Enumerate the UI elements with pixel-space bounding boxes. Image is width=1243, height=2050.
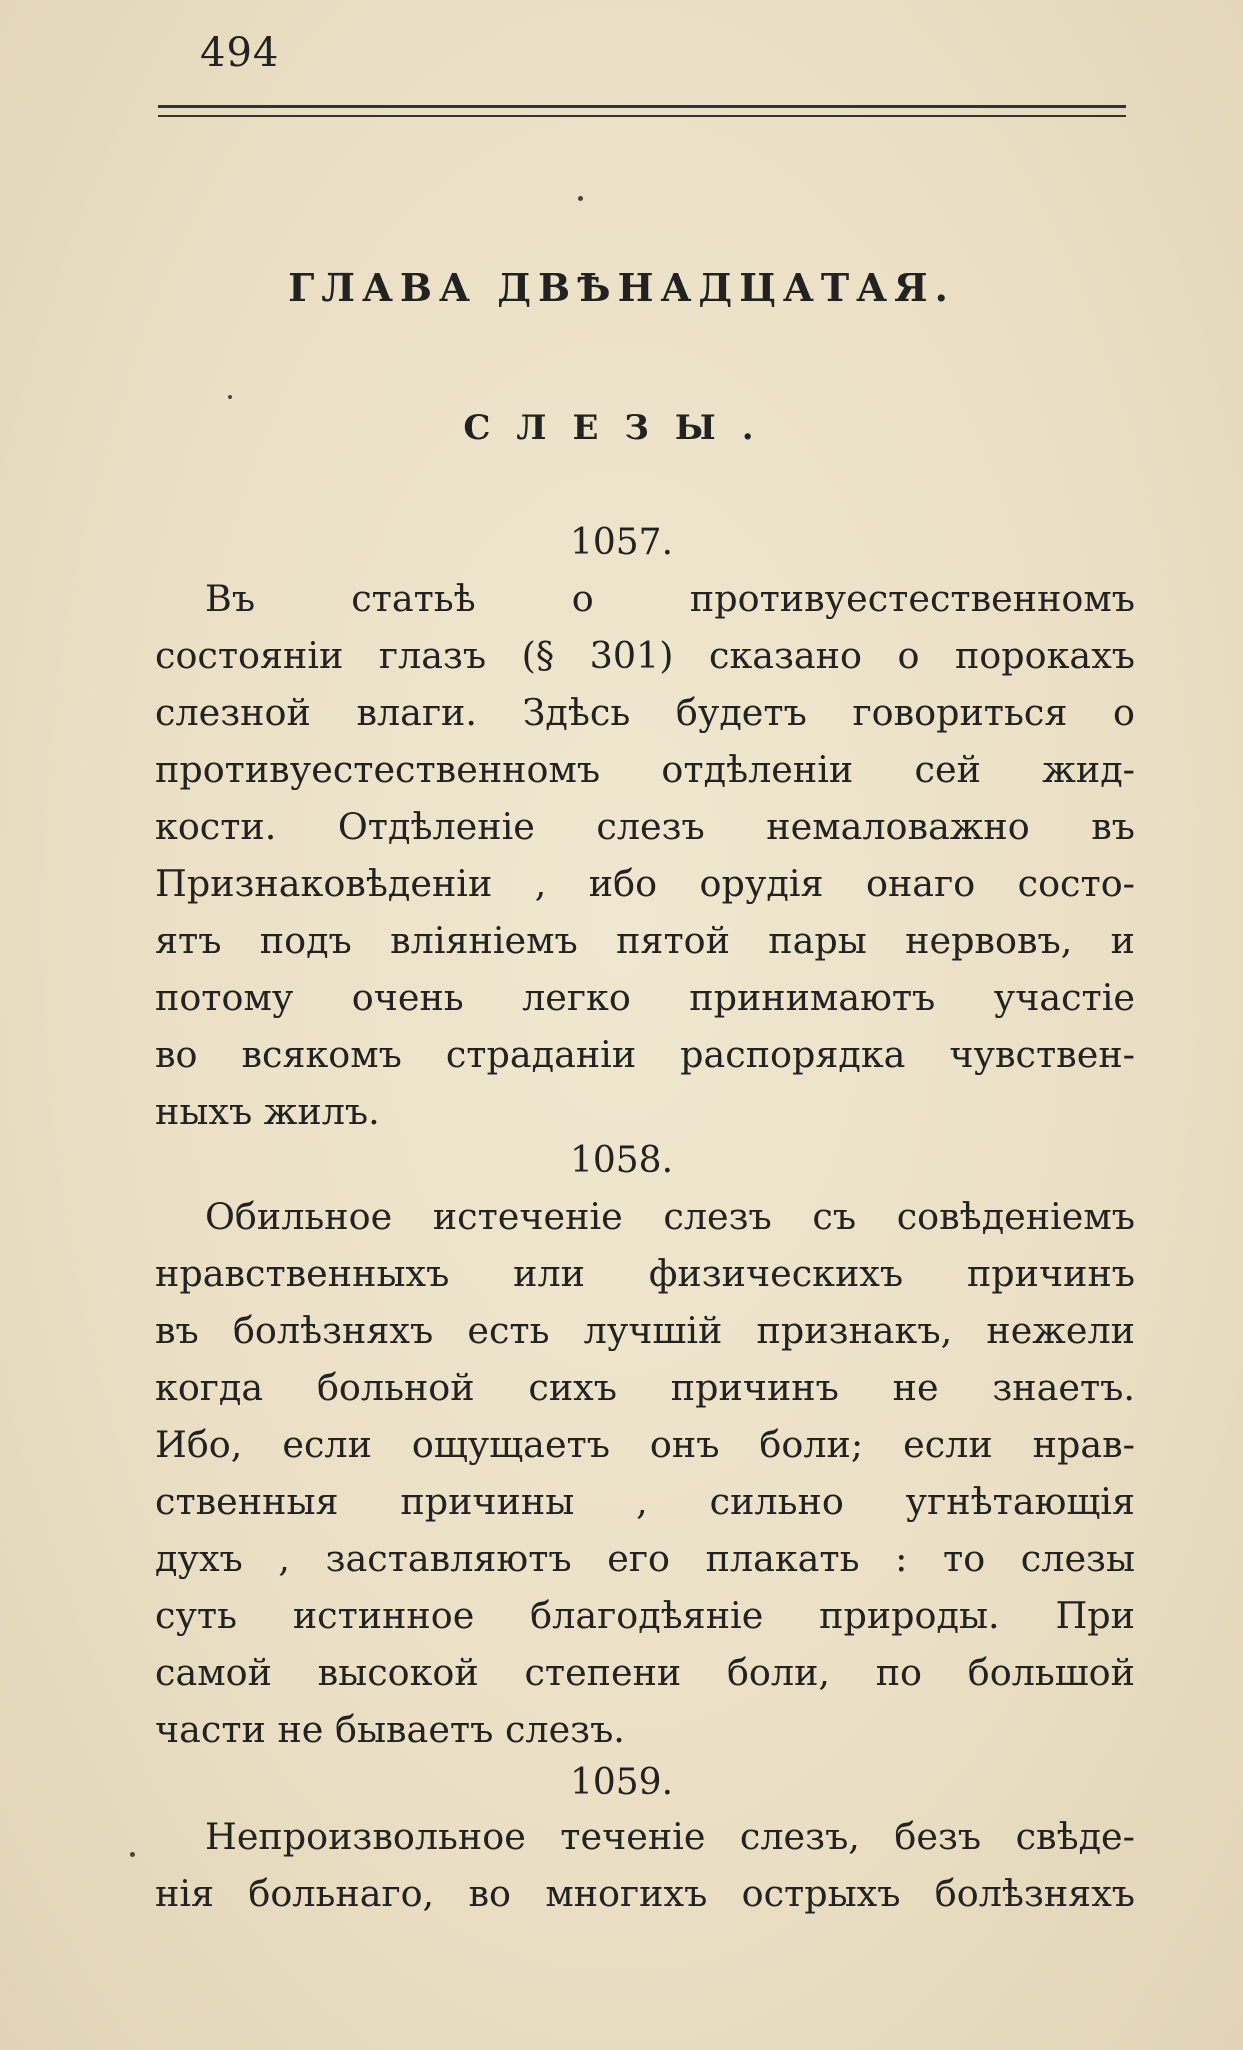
text-line: кости. Отдѣленіе слезъ немаловажно въ — [155, 805, 1135, 848]
text-line: самой высокой степени боли, по большой — [155, 1651, 1135, 1694]
page-number: 494 — [200, 30, 280, 76]
text-line: потому очень легко принимаютъ участіе — [155, 976, 1135, 1019]
section-title: СЛЕЗЫ. — [463, 408, 780, 448]
text-line: ныхъ жилъ. — [155, 1090, 380, 1133]
chapter-title: ГЛАВА ДВѢНАДЦАТАЯ. — [288, 265, 955, 310]
text-line: въ болѣзняхъ есть лучшій признакъ, нежели — [155, 1309, 1135, 1352]
paper-speck — [228, 395, 232, 399]
text-line: состояніи глазъ (§ 301) сказано о порокахъ — [155, 634, 1135, 677]
paper-speck — [130, 1852, 135, 1857]
text-line: Обильное истеченіе слезъ съ совѣденіемъ — [205, 1195, 1135, 1238]
text-line: ственныя причины , сильно угнѣтающія — [155, 1480, 1135, 1523]
paragraph-body — [155, 570, 1135, 1140]
text-line: противуестественномъ отдѣленіи сей жид- — [155, 748, 1135, 791]
paragraph-body — [155, 1808, 1135, 1922]
paper-speck — [578, 196, 583, 201]
header-rule-bottom — [158, 115, 1126, 117]
text-line: нія больнаго, во многихъ острыхъ болѣзняхъ — [155, 1872, 1135, 1915]
text-line: во всякомъ страданіи распорядка чувствен- — [155, 1033, 1135, 1076]
text-line: нравственныхъ или физическихъ причинъ — [155, 1252, 1135, 1295]
paragraph-number: 1059. — [569, 1762, 674, 1803]
text-line: Ибо, если ощущаетъ онъ боли; если нрав- — [155, 1423, 1135, 1466]
text-line: Признаковѣденіи , ибо орудія онаго состо- — [155, 862, 1135, 905]
text-line: духъ , заставляютъ его плакать : то слезы — [155, 1537, 1135, 1580]
text-line: части не бываетъ слезъ. — [155, 1708, 625, 1751]
text-line: когда больной сихъ причинъ не знаетъ. — [155, 1366, 1135, 1409]
header-rule-top — [158, 105, 1126, 108]
paragraph-number: 1058. — [569, 1140, 674, 1181]
paragraph-number: 1057. — [569, 522, 674, 563]
paragraph-body — [155, 1188, 1135, 1758]
text-line: суть истинное благодѣяніе природы. При — [155, 1594, 1135, 1637]
text-line: слезной влаги. Здѣсь будетъ говориться о — [155, 691, 1135, 734]
text-line: ятъ подъ вліяніемъ пятой пары нервовъ, и — [155, 919, 1135, 962]
text-line: Въ статьѣ о противуестественномъ — [205, 577, 1135, 620]
text-line: Непроизвольное теченіе слезъ, безъ свѣде- — [205, 1815, 1135, 1858]
